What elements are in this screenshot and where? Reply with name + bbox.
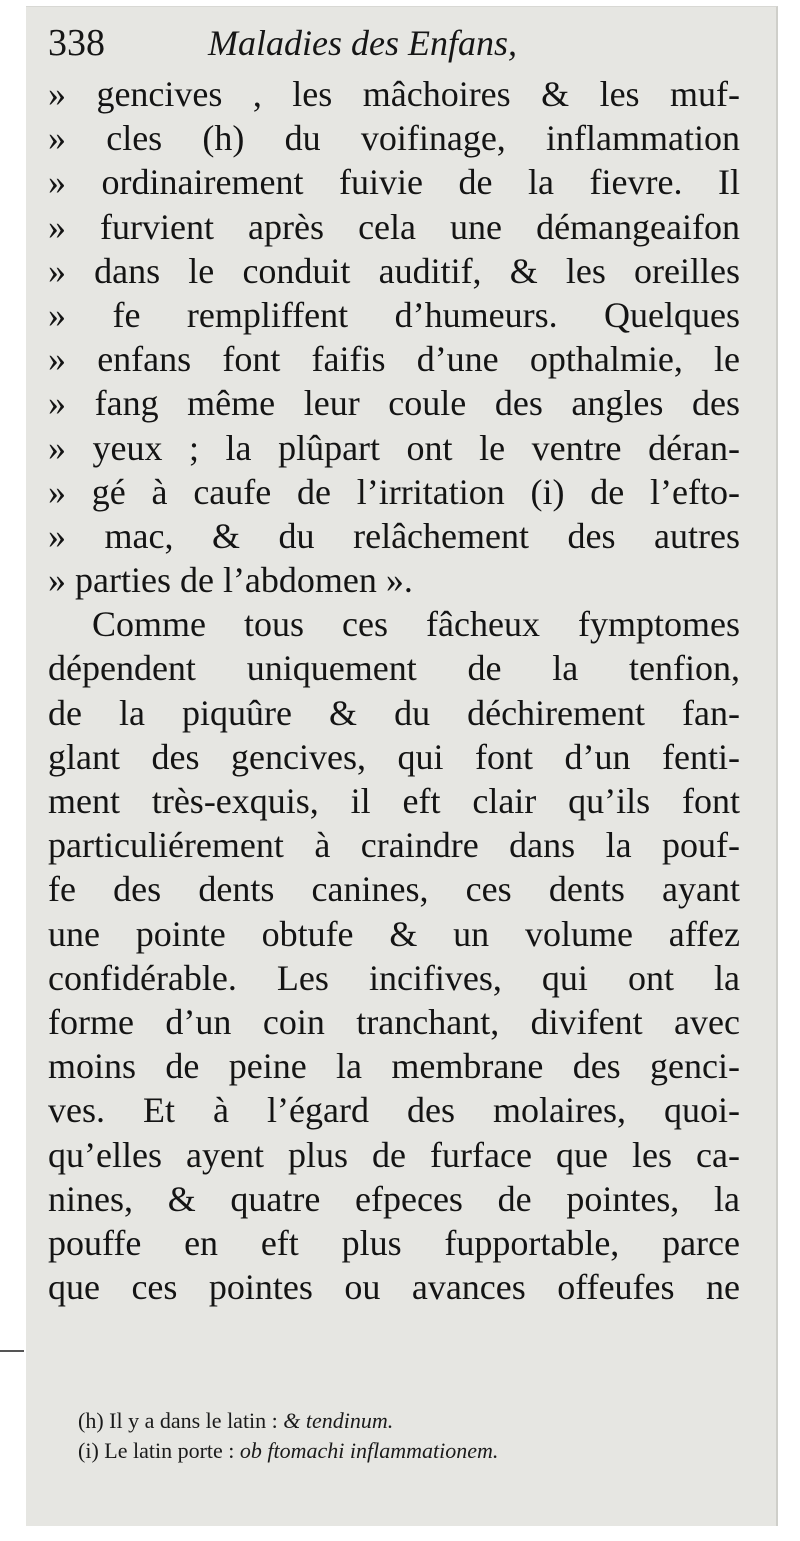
text-line: moins de peine la membrane des genci-	[48, 1046, 740, 1087]
text-line: » yeux ; la plûpart ont le ventre déran-	[48, 427, 740, 468]
text-line: » furvient après cela une démangeaifon	[48, 206, 740, 247]
text-line: » parties de l’abdomen ».	[48, 560, 413, 601]
footnote-text: Le latin porte :	[104, 1438, 235, 1463]
footnote-quote: ob ftomachi inflammationem.	[239, 1438, 499, 1463]
text-line: » gé à caufe de l’irritation (i) de l’efto-	[48, 471, 740, 512]
text-line: fe des dents canines, ces dents ayant	[48, 869, 740, 910]
text-line: qu’elles ayent plus de furface que les ca-	[48, 1134, 740, 1175]
running-title: Maladies des Enfans,	[208, 23, 517, 63]
text-line: une pointe obtufe & un volume affez	[48, 913, 740, 954]
text-line: » mac, & du relâchement des autres	[48, 515, 740, 556]
paragraph-first-line: Comme tous ces fâcheux fymptomes	[92, 604, 740, 645]
text-line: que ces pointes ou avances offeufes ne	[48, 1267, 740, 1308]
text-line: ves. Et à l’égard des molaires, quoi-	[48, 1090, 740, 1131]
text-line: de la piquûre & du déchirement fan-	[48, 692, 740, 733]
text-line: confidérable. Les incifives, qui ont la	[48, 957, 740, 998]
text-line: » dans le conduit auditif, & les oreilles	[48, 250, 740, 291]
page-number: 338	[48, 22, 105, 64]
footnote-quote: & tendinum.	[283, 1408, 394, 1433]
text-line: » fe rempliffent d’humeurs. Quelques	[48, 294, 740, 335]
footnote-text: Il y a dans le latin :	[109, 1408, 278, 1433]
footnote-marker: (h)	[78, 1408, 104, 1433]
text-line: glant des gencives, qui font d’un fenti-	[48, 736, 740, 777]
text-line: particuliérement à craindre dans la pouf-	[48, 825, 740, 866]
footnote-marker: (i)	[78, 1438, 99, 1463]
body-text	[48, 72, 740, 1309]
text-line: dépendent uniquement de la tenfion,	[48, 648, 740, 689]
footnote-i	[78, 1436, 718, 1466]
text-line: » cles (h) du voifinage, inflammation	[48, 118, 740, 159]
text-line: » fang même leur coule des angles des	[48, 383, 740, 424]
text-line: » ordinairement fuivie de la fievre. Il	[48, 162, 740, 203]
text-line: » gencives , les mâchoires & les muf-	[48, 74, 740, 114]
text-line: pouffe en eft plus fupportable, parce	[48, 1222, 740, 1263]
footnotes	[78, 1406, 718, 1466]
text-line: forme d’un coin tranchant, divifent avec	[48, 1001, 740, 1042]
footnote-h	[78, 1406, 718, 1436]
running-head	[48, 18, 738, 68]
text-line: nines, & quatre efpeces de pointes, la	[48, 1178, 740, 1219]
text-line: » enfans font faifis d’une opthalmie, le	[48, 339, 740, 380]
text-line: ment très-exquis, il eft clair qu’ils font	[48, 781, 740, 821]
margin-rule	[0, 1350, 24, 1352]
